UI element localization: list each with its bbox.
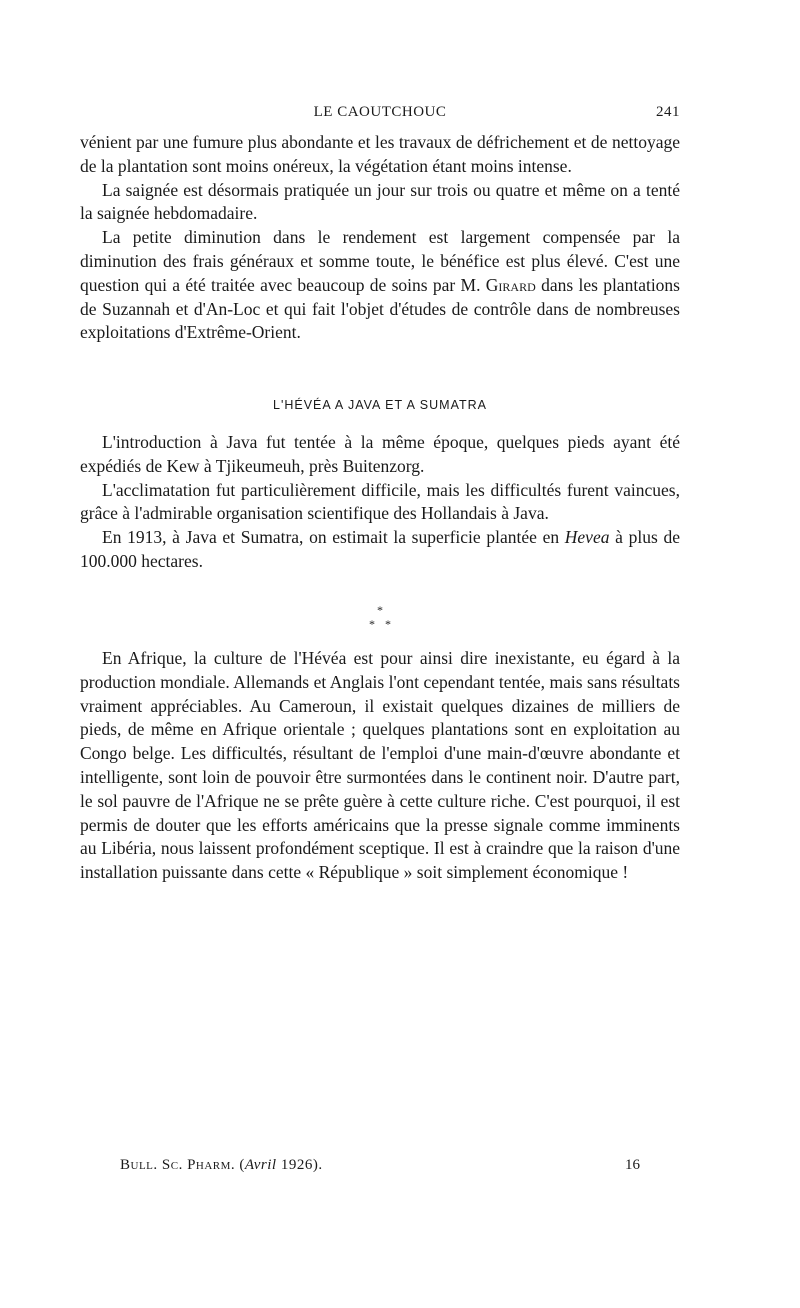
page-number: 241 — [656, 104, 680, 120]
running-header — [80, 104, 680, 128]
paragraph-afrique: En Afrique, la culture de l'Hévéa est pour ainsi dire inexistante, eu égard à la production mondiale. Allemands et Anglais l'ont cependant tentée, mais sans résultats vraiment appréciables. Au Cameroun, il existait quelques dizaines de milliers de pieds, de même en Afrique orientale ; quelques plantations sont en exploitation au Congo belge. Les difficultés, résultant de l'emploi d'une main-d'œuvre abondante et intelligente, sont loin de pouvoir être surmontées dans le continent noir. D'autre part, le sol pauvre de l'Afrique ne se prête guère à cette culture riche. C'est pourquoi, il est permis de douter que les efforts américains que la presse signale comme imminents au Libéria, nous laissent profondément sceptique. Il est à craindre que la raison d'une installation puissante dans cette « République » soit simplement économique ! — [80, 648, 680, 883]
signature-mark: 16 — [625, 1157, 640, 1173]
paragraph-saignee: La saignée est désormais pratiquée un jour sur trois ou quatre et même on a tenté la saignée hebdomadaire. — [80, 179, 680, 224]
paragraph-continuation: vénient par une fumure plus abondante et les travaux de défrichement et de nettoyage de la plantation sont moins onéreux, la végétation étant moins intense. — [80, 132, 680, 176]
svg-text:*: * — [385, 617, 391, 631]
journal-citation — [120, 1157, 323, 1174]
paragraph-text: La petite diminution dans le rendement est largement compensée par la diminution des frais généraux et somme toute, le bénéfice est plus élevé. C'est une question qui a été traitée avec beaucoup de soins par M. — [80, 227, 680, 295]
text-block-3 — [80, 647, 680, 885]
text-block-2 — [80, 431, 680, 574]
running-title: LE CAOUTCHOUC — [313, 104, 447, 120]
svg-text:*: * — [369, 617, 375, 631]
journal-name: Bull. Sc. Pharm. — [120, 1157, 236, 1173]
date-open: ( — [235, 1157, 245, 1173]
section-heading: L'HÉVÉA A JAVA ET A SUMATRA — [273, 398, 487, 412]
paragraph-superficie — [80, 526, 680, 574]
author-name: Girard — [485, 274, 536, 295]
latin-term: Hevea — [564, 527, 610, 548]
text-block-1 — [80, 131, 680, 345]
paragraph-text: à plus de 100.000 hectares. — [80, 527, 680, 571]
paragraph-text: En 1913, à Java et Sumatra, on estimait la superficie plantée en — [102, 527, 565, 548]
paragraph-acclimatation: L'acclimatation fut particulièrement difficile, mais les difficultés furent vaincues, grâce à l'admirable organisation scientifique des Hollandais à Java. — [80, 479, 680, 524]
asterism-icon — [355, 602, 405, 632]
page-footer — [120, 1157, 640, 1181]
date-month: Avril — [244, 1157, 277, 1173]
paragraph-introduction: L'introduction à Java fut tentée à la même époque, quelques pieds ayant été expédiés de Kew à Tjikeumeuh, près Buitenzorg. — [80, 432, 680, 476]
paragraph-rendement — [80, 226, 680, 345]
paragraph-text: dans les plantations de Suzannah et d'An-Loc et qui fait l'objet d'études de contrôle dans de nombreuses exploitations d'Extrême-Orient. — [80, 274, 680, 343]
svg-text:*: * — [377, 603, 383, 617]
date-close: 1926). — [276, 1157, 323, 1173]
